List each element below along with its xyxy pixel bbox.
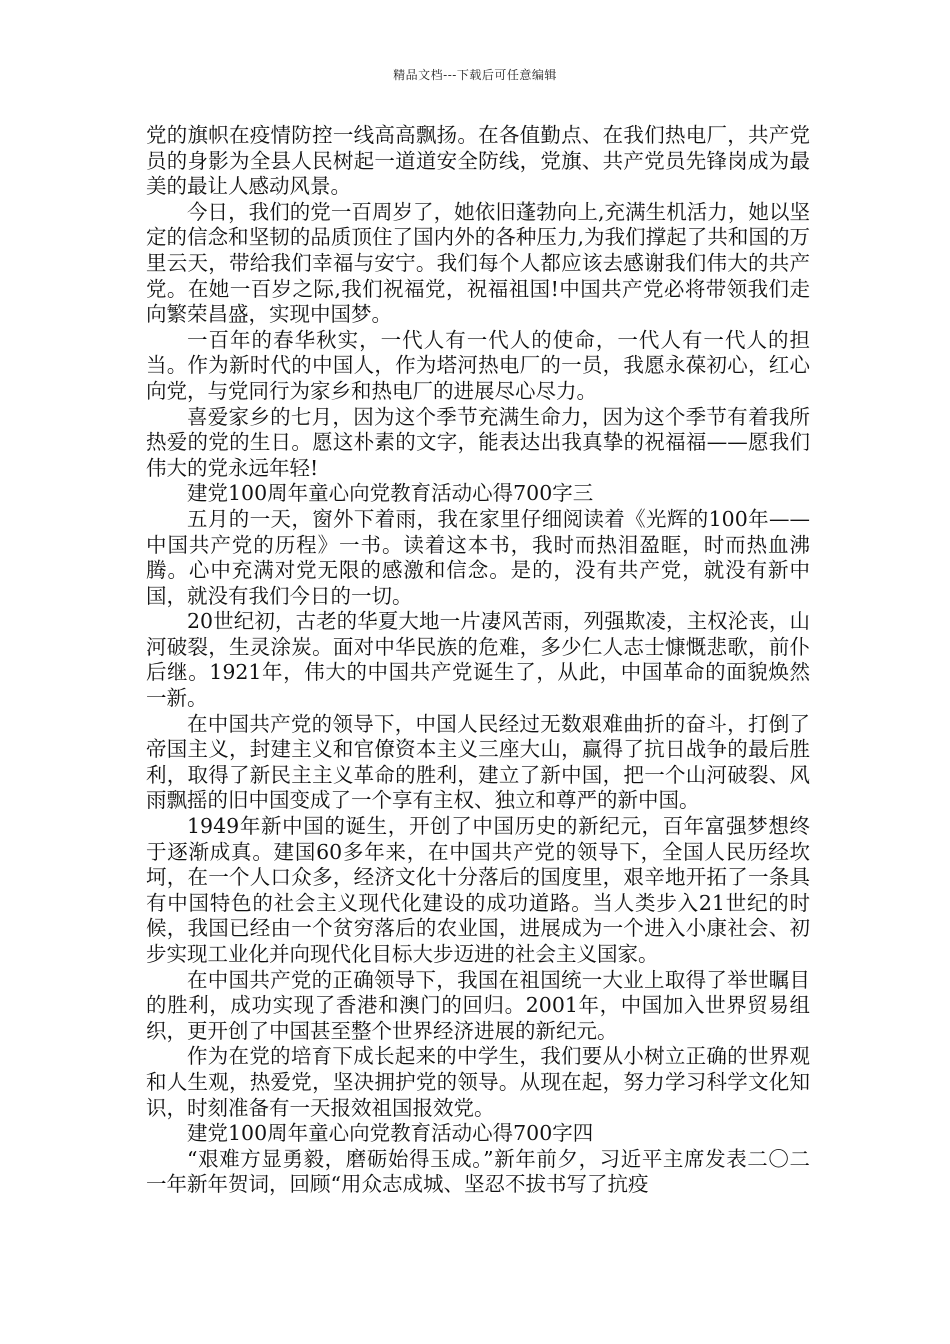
- paragraph: “艰难方显勇毅，磨砺始得玉成。”新年前夕，习近平主席发表二〇二一年新年贺词，回顾“用众志成城、坚忍不拔书写了抗疫: [146, 1146, 810, 1197]
- paragraph: 20世纪初，古老的华夏大地一片凄风苦雨，列强欺凌，主权沦丧，山河破裂，生灵涂炭。面对中华民族的危难，多少仁人志士慷慨悲歌，前仆后继。1921年，伟大的中国共产党诞生了，从此，中国革命的面貌焕然一新。: [146, 609, 810, 711]
- page-header: 精品文档---下载后可任意编辑: [393, 68, 557, 82]
- paragraph: 五月的一天，窗外下着雨，我在家里仔细阅读着《光辉的100年——中国共产党的历程》一书。读着这本书，我时而热泪盈眶，时而热血沸腾。心中充满对党无限的感激和信念。是的，没有共产党，就没有新中国，就没有我们今日的一切。: [146, 506, 810, 608]
- paragraph: 党的旗帜在疫情防控一线高高飘扬。在各值勤点、在我们热电厂，共产党员的身影为全县人民树起一道道安全防线，党旗、共产党员先锋岗成为最美的最让人感动风景。: [146, 123, 810, 199]
- paragraph: 喜爱家乡的七月，因为这个季节充满生命力，因为这个季节有着我所热爱的党的生日。愿这朴素的文字，能表达出我真挚的祝福福——愿我们伟大的党永远年轻!: [146, 404, 810, 480]
- paragraph: 一百年的春华秋实，一代人有一代人的使命，一代人有一代人的担当。作为新时代的中国人，作为塔河热电厂的一员，我愿永葆初心，红心向党，与党同行为家乡和热电厂的进展尽心尽力。: [146, 327, 810, 403]
- paragraph: 在中国共产党的正确领导下，我国在祖国统一大业上取得了举世瞩目的胜利，成功实现了香港和澳门的回归。2001年，中国加入世界贸易组织，更开创了中国甚至整个世界经济进展的新纪元。: [146, 967, 810, 1043]
- paragraph: 作为在党的培育下成长起来的中学生，我们要从小树立正确的世界观和人生观，热爱党，坚决拥护党的领导。从现在起，努力学习科学文化知识，时刻准备有一天报效祖国报效党。: [146, 1044, 810, 1120]
- section-heading: 建党100周年童心向党教育活动心得700字四: [187, 1121, 594, 1146]
- paragraph: 今日，我们的党一百周岁了，她依旧蓬勃向上,充满生机活力，她以坚定的信念和坚韧的品质顶住了国内外的各种压力,为我们撑起了共和国的万里云天，带给我们幸福与安宁。我们每个人都应该去感谢我们伟大的共产党。在她一百岁之际,我们祝福党，祝福祖国!中国共产党必将带领我们走向繁荣昌盛，实现中国梦。: [146, 199, 810, 327]
- paragraph: 1949年新中国的诞生，开创了中国历史的新纪元，百年富强梦想终于逐渐成真。建国60多年来，在中国共产党的领导下，全国人民历经坎坷，在一个人口众多，经济文化十分落后的国度里，艰辛地开拓了一条具有中国特色的社会主义现代化建设的成功道路。当人类步入21世纪的时候，我国已经由一个贫穷落后的农业国，进展成为一个进入小康社会、初步实现工业化并向现代化目标大步迈进的社会主义国家。: [146, 814, 810, 966]
- paragraph: 在中国共产党的领导下，中国人民经过无数艰难曲折的奋斗，打倒了帝国主义，封建主义和官僚资本主义三座大山，赢得了抗日战争的最后胜利，取得了新民主主义革命的胜利，建立了新中国，把一个山河破裂、风雨飘摇的旧中国变成了一个享有主权、独立和尊严的新中国。: [146, 711, 810, 813]
- document-body: [146, 123, 810, 1198]
- section-heading: 建党100周年童心向党教育活动心得700字三: [187, 481, 594, 506]
